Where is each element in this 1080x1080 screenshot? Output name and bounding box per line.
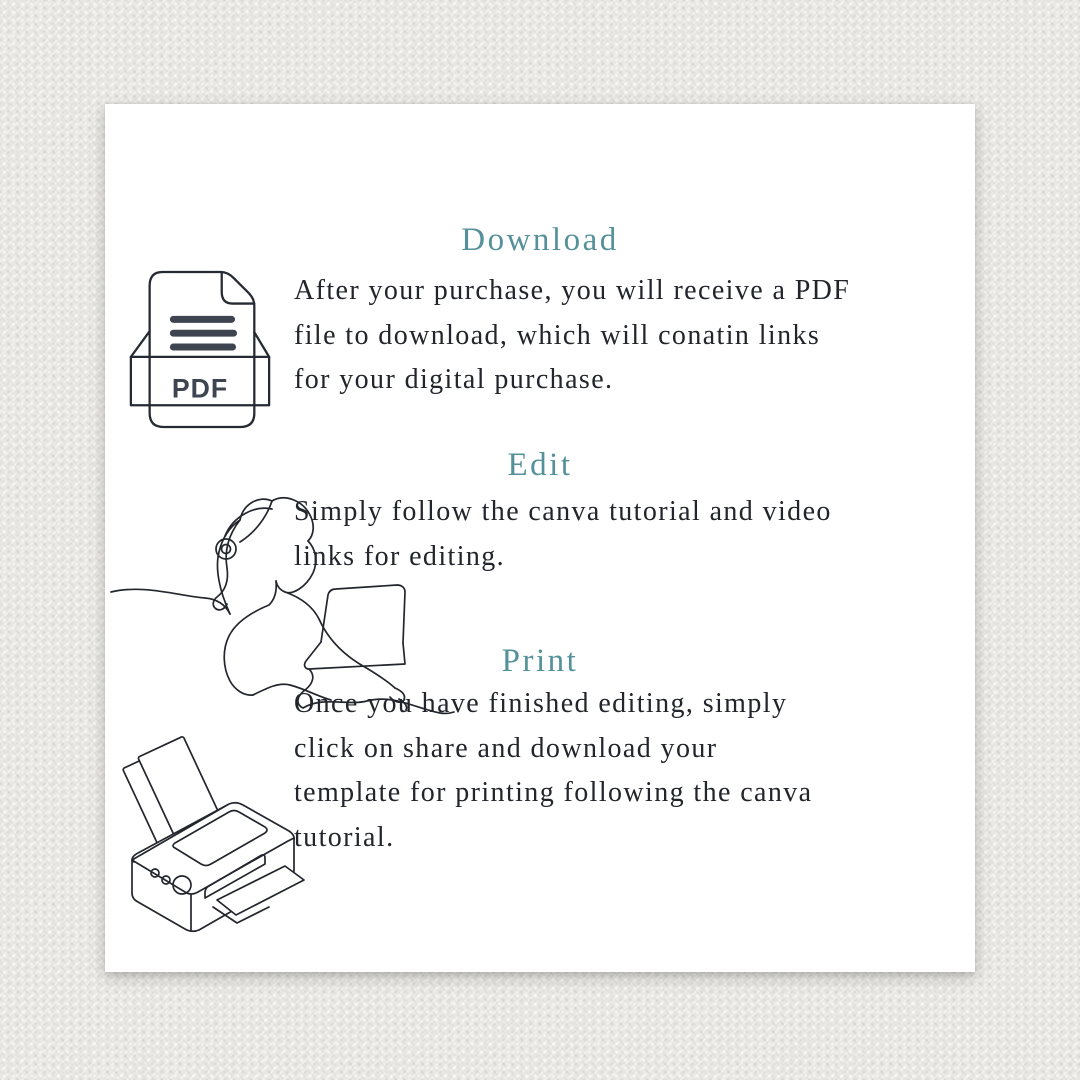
paragraph-line: Once you have finished editing, simply [294, 688, 788, 719]
printer-icon [117, 730, 309, 934]
paragraph-line: After your purchase, you will receive a PDF [294, 275, 851, 306]
section-text-download [294, 269, 850, 403]
section-heading-print: Print [501, 643, 579, 679]
pdf-file-icon [121, 259, 279, 437]
paragraph-line: click on share and download your [294, 732, 718, 764]
paragraph-line: template for printing following the canva [294, 777, 813, 808]
paragraph-line: links for editing. [294, 540, 506, 572]
instruction-card [105, 104, 975, 972]
paragraph-line: tutorial. [294, 821, 395, 853]
section-heading-edit: Edit [507, 447, 573, 483]
paragraph-line: Simply follow the canva tutorial and video [294, 496, 832, 527]
section-heading-download: Download [461, 222, 619, 258]
section-text-print [294, 682, 812, 860]
pdf-icon-label: PDF [171, 373, 229, 404]
paragraph-line: file to download, which will conatin links [294, 319, 821, 351]
paragraph-line: for your digital purchase. [294, 364, 614, 395]
